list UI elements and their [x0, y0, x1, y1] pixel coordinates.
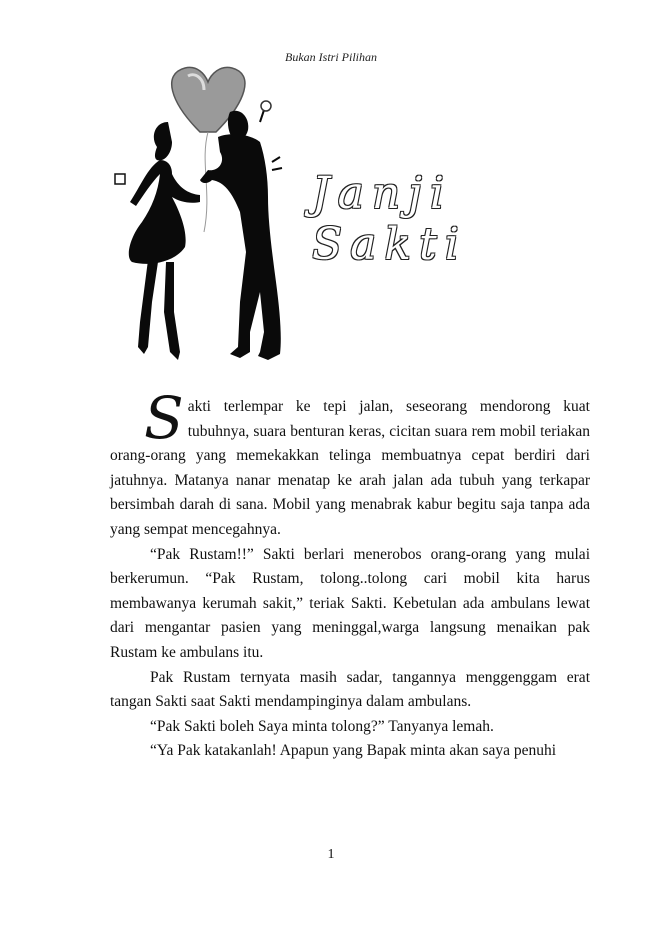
running-header: Bukan Istri Pilihan [285, 50, 377, 64]
page-number: 1 [327, 847, 335, 862]
chapter-title: Janji Sakti [312, 168, 467, 270]
paragraph-4: “Pak Sakti boleh Saya minta tolong?” Tanyanya lemah. [150, 717, 494, 735]
paragraph-5: “Ya Pak katakanlah! Apapun yang Bapak minta akan saya penuhi [150, 742, 557, 760]
paragraph-2: “Pak Rustam!!” Sakti berlari menerobos orang-orang yang mulai berkerumun. “Pak Rustam, tolong..tolong cari mobil kita harus membawanya kerumah sakit,” teriak Sakti. Kebetulan ada ambulans lewat dari mengantar pasien yang meninggal,warga langsung menaikan pak Rustam ke ambulans itu. [110, 545, 590, 661]
paragraph-1 [110, 384, 590, 543]
paragraph-1-text: akti terlempar ke tepi jalan, seseorang mendorong kuat tubuhnya, suara benturan keras, cicitan suara rem mobil teriakan orang-orang yang memekakkan telinga membuatnya cepat berdiri dari jatuhnya. Matanya nanar menatap ke arah jalan ada tubuh yang terkapar bersimbah darah di sana. Mobil yang menabrak kabur begitu saja tanpa ada yang sempat mencegahnya. [110, 398, 590, 538]
man-silhouette [200, 101, 282, 360]
drop-cap: S [144, 384, 184, 452]
woman-silhouette [115, 122, 200, 360]
story-body [110, 384, 590, 764]
paragraph-3: Pak Rustam ternyata masih sadar, tangannya menggenggam erat tangan Sakti saat Sakti mendampinginya dalam ambulans. [110, 668, 590, 711]
